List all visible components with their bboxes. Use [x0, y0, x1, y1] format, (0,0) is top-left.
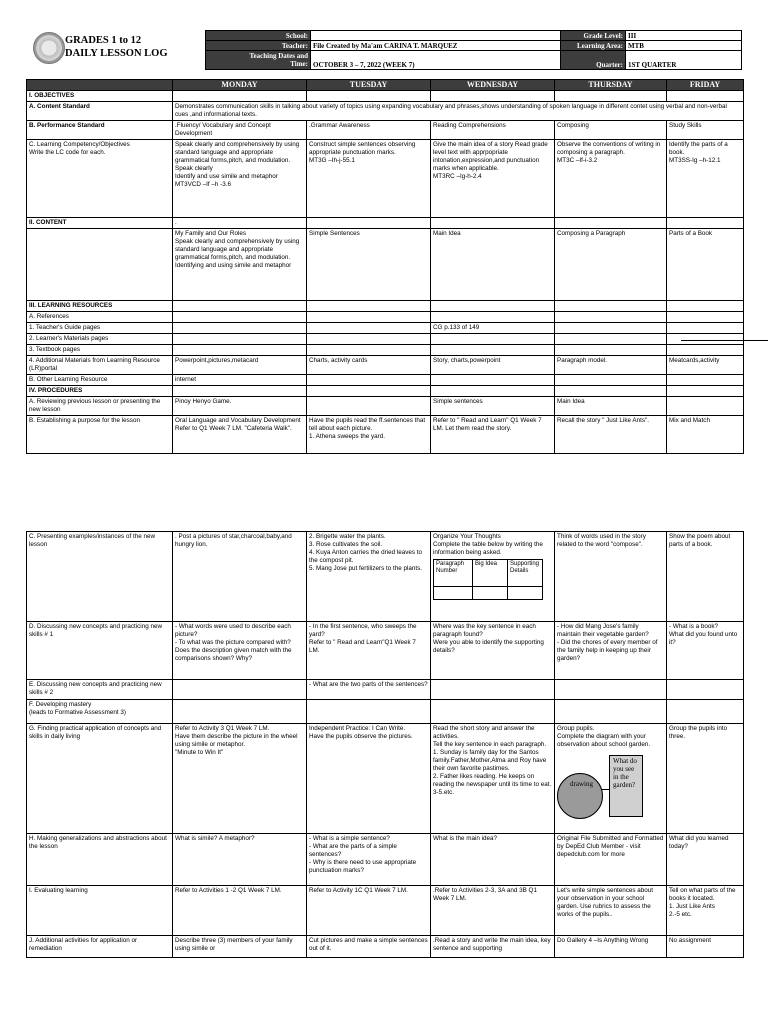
day-header-row	[27, 80, 744, 91]
organizer-cell	[508, 587, 543, 600]
eval-thursday: Let's write simple sentences about your observation in your school garden. Use rubrics to assess the works of the pupils..	[555, 886, 667, 936]
competency-row	[27, 140, 744, 218]
presenting-row	[27, 532, 744, 622]
est-thursday: Recall the story " Just Like Ants".	[555, 416, 667, 454]
disc1-tuesday: - In the first sentence, who sweeps the yard? Refer to " Read and Learn"Q1 Week 7 LM.	[307, 622, 431, 680]
blank-cell	[555, 334, 667, 345]
deped-seal-logo	[33, 32, 65, 64]
blank-cell	[555, 323, 667, 334]
day-friday: FRIDAY	[667, 80, 744, 91]
additional-activities-row	[27, 936, 744, 958]
blank-cell	[173, 323, 307, 334]
additional-activities-label: J. Additional activities for application or remediation	[27, 936, 173, 958]
reviewing-row	[27, 397, 744, 416]
additional-materials-row	[27, 356, 744, 375]
additional-materials-label: 4. Additional Materials from Learning Resource (LR)portal	[27, 356, 173, 375]
blank-cell	[307, 700, 431, 724]
organizer-table	[433, 559, 543, 600]
blank-cell	[307, 312, 431, 323]
rev-monday: Pinoy Henyo Game.	[173, 397, 307, 416]
procedures-row	[27, 386, 744, 397]
organizer-col-paragraph: Paragraph Number	[434, 560, 473, 587]
document-title	[65, 34, 168, 60]
content-standard-text: Demonstrates communication skills in talking about variety of topics using expanding vocabulary and phrases,shows understanding of spoken language in different contet using verbal and non-verbal cues ,and informational texts.	[173, 102, 744, 121]
content-monday: My Family and Our Roles Speak clearly and comprehensively by using standard language and appropriate grammatical forms,pitch, and modulation. Identifying and using simile and metaphor	[173, 229, 307, 301]
reviewing-label: A. Reviewing previous lesson or presenting the new lesson	[27, 397, 173, 416]
performance-standard-label: B. Performance Standard	[27, 121, 173, 140]
est-friday: Mix and Match	[667, 416, 744, 454]
discussing-2-row	[27, 680, 744, 700]
gen-thursday: Original File Submitted and Formatted by DepEd Club Member - visit depedclub.com for more	[555, 834, 667, 886]
find-monday: Refer to Activity 3 Q1 Week 7 LM. Have them describe the picture in the wheel using simile or metaphor. "Minute to Win It"	[173, 724, 307, 834]
find-thursday: Group pupils. Complete the diagram with your observation about school garden.	[557, 725, 651, 748]
blank-cell	[555, 345, 667, 356]
grade-level-value: III	[626, 31, 742, 41]
developing-row	[27, 700, 744, 724]
grade-level-label: Grade Level:	[561, 31, 626, 41]
blank-cell	[307, 91, 431, 102]
objectives-row	[27, 91, 744, 102]
gen-wednesday: What is the main idea?	[431, 834, 555, 886]
objectives-heading: I. OBJECTIVES	[27, 91, 173, 102]
lesson-table-top	[26, 79, 744, 454]
blank-cell	[173, 700, 307, 724]
organizer-col-big-idea: Big Idea	[473, 560, 508, 587]
blank-cell	[431, 375, 555, 386]
quarter-value: 1ST QUARTER	[626, 51, 742, 70]
teachers-guide-row	[27, 323, 744, 334]
school-label: School:	[206, 31, 311, 41]
blank-cell	[555, 680, 667, 700]
blank-cell	[307, 301, 431, 312]
addact-wednesday: .Read a story and write the main idea, key sentence and supporting	[431, 936, 555, 958]
title-line-1: GRADES 1 to 12	[65, 35, 142, 46]
blank-cell	[667, 301, 744, 312]
blank-cell	[555, 218, 667, 229]
gen-friday: What did you learned today?	[667, 834, 744, 886]
content-heading: II. CONTENT	[27, 218, 173, 229]
discussing-2-label: E. Discussing new concepts and practicing new skills # 2	[27, 680, 173, 700]
pres-tuesday: 2. Brigette water the plants. 3. Rose cultivates the soil. 4. Kuya Anton carries the dried leaves to the compost pit. 5. Mang Jose put fertilizers to the plants.	[307, 532, 431, 622]
finding-row	[27, 724, 744, 834]
pres-wednesday-cell	[431, 532, 555, 622]
blank-cell	[667, 218, 744, 229]
blank-cell	[173, 301, 307, 312]
garden-diagram	[557, 749, 664, 811]
comp-thursday: Observe the conventions of writing in composing a paragraph. MT3C –If-i-3.2	[555, 140, 667, 218]
blank-cell	[431, 386, 555, 397]
learning-area-label: Learning Area:	[561, 41, 626, 51]
add-wednesday: Story, charts,powerpoint	[431, 356, 555, 375]
organizer-cell	[434, 587, 473, 600]
pres-wednesday: Organize Your Thoughts Complete the table below by writing the information being asked.	[433, 533, 543, 556]
learners-materials-label: 2. Learner's Materials pages	[27, 334, 173, 345]
learning-area-value: MTB	[626, 41, 742, 51]
competency-label: C. Learning Competency/Objectives Write the LC code for each.	[27, 140, 173, 218]
blank-cell	[667, 680, 744, 700]
references-row	[27, 312, 744, 323]
discussing-1-row	[27, 622, 744, 680]
content-thursday: Composing a Paragraph	[555, 229, 667, 301]
dates-label	[206, 51, 311, 70]
learners-materials-row	[27, 334, 744, 345]
blank-cell	[667, 323, 744, 334]
title-line-2: DAILY LESSON LOG	[65, 48, 168, 59]
blank-cell	[555, 312, 667, 323]
pres-monday: . Post a pictures of star,charcoal,baby,and hungry lion.	[173, 532, 307, 622]
blank-cell	[431, 700, 555, 724]
disc1-monday: - What words were used to describe each picture? - To what was the picture compared with?Does the description given match with the comparisons shown? Why?	[173, 622, 307, 680]
blank-cell	[431, 312, 555, 323]
find-wednesday: Read the short story and answer the activities. Tell the key sentence in each paragraph. 1. Sunday is family day for the Santos family.Father,Mother,Alma and Roy have their own favorite pastimes. 2. Father likes reading. He keeps on reading the newspaper until its time to eat. 3-5.etc.	[431, 724, 555, 834]
perf-thursday: Composing	[555, 121, 667, 140]
content-heading-row	[27, 218, 744, 229]
content-friday: Parts of a Book	[667, 229, 744, 301]
blank-cell	[173, 91, 307, 102]
dates-value: OCTOBER 3 – 7, 2022 (WEEK 7)	[311, 51, 561, 70]
procedures-heading: IV. PROCEDURES	[27, 386, 173, 397]
header-info-grid	[205, 30, 742, 70]
add-thursday: Paragraph model.	[555, 356, 667, 375]
drawing-circle	[557, 773, 603, 819]
generalizations-label: H. Making generalizations and abstractions about the lesson	[27, 834, 173, 886]
perf-friday: Study Skills	[667, 121, 744, 140]
discussing-1-label: D. Discussing new concepts and practicing new skills # 1	[27, 622, 173, 680]
blank-cell	[307, 218, 431, 229]
day-monday: MONDAY	[173, 80, 307, 91]
other-resource-row	[27, 375, 744, 386]
est-wednesday: Refer to " Read and Learn" Q1 Week 7 LM. Let them read the story.	[431, 416, 555, 454]
blank-cell	[555, 386, 667, 397]
content-tuesday: Simple Sentences	[307, 229, 431, 301]
pres-friday: Show the poem about parts of a book.	[667, 532, 744, 622]
eval-tuesday: Refer to Activity 1C Q1 Week 7 LM.	[307, 886, 431, 936]
day-tuesday: TUESDAY	[307, 80, 431, 91]
tg-wednesday: CG p.133 of 149	[431, 323, 555, 334]
evaluating-label: I. Evaluating learning	[27, 886, 173, 936]
resources-heading: III. LEARNING RESOURCES	[27, 301, 173, 312]
blank-cell	[307, 386, 431, 397]
rev-tuesday	[307, 397, 431, 416]
teachers-guide-label: 1. Teacher's Guide pages	[27, 323, 173, 334]
rev-wednesday: Simple sentences	[431, 397, 555, 416]
content-blank: .	[173, 218, 307, 229]
rev-thursday: Main Idea	[555, 397, 667, 416]
developing-label: F. Developing mastery (leads to Formative Assessment 3)	[27, 700, 173, 724]
blank-cell	[431, 345, 555, 356]
textbook-label: 3. Textbook pages	[27, 345, 173, 356]
school-value	[311, 31, 561, 41]
references-label: A. References	[27, 312, 173, 323]
perf-tuesday: .Grammar Awareness	[307, 121, 431, 140]
evaluating-row	[27, 886, 744, 936]
generalizations-row	[27, 834, 744, 886]
est-monday: Oral Language and Vocabulary Development Refer to Q1 Week 7 LM. "Cafeteria Walk".	[173, 416, 307, 454]
perf-monday: .Fluency/ Vocabulary and Concept Development	[173, 121, 307, 140]
teacher-label: Teacher:	[206, 41, 311, 51]
addact-tuesday: Cut pictures and make a simple sentences out of it.	[307, 936, 431, 958]
presenting-label: C. Presenting examples/instances of the new lesson	[27, 532, 173, 622]
blank-cell	[431, 91, 555, 102]
blank-cell	[173, 680, 307, 700]
addact-thursday: Do Gallery 4 –Is Anything Wrong	[555, 936, 667, 958]
addact-monday: Describe three (3) members of your family using simile or	[173, 936, 307, 958]
blank-cell	[307, 375, 431, 386]
perf-wednesday: Reading Comprehensions	[431, 121, 555, 140]
organizer-col-details: Supporting Details	[508, 560, 543, 587]
blank-cell	[667, 334, 744, 345]
blank-cell	[555, 375, 667, 386]
comp-friday: Identify the parts of a book. MT3SS-Ig –h-12.1	[667, 140, 744, 218]
day-wednesday: WEDNESDAY	[431, 80, 555, 91]
blank-cell	[555, 301, 667, 312]
blank-cell	[667, 386, 744, 397]
eval-wednesday: .Refer to Activities 2-3, 3A and 3B Q1 Week 7 LM.	[431, 886, 555, 936]
lesson-table-bottom	[26, 531, 744, 958]
resources-row	[27, 301, 744, 312]
add-tuesday: Charts, activity cards	[307, 356, 431, 375]
blank-cell	[667, 700, 744, 724]
disc1-friday: - What is a book? What did you found unto it?	[667, 622, 744, 680]
textbook-row	[27, 345, 744, 356]
disc2-tuesday: - What are the two parts of the sentences?	[307, 680, 431, 700]
content-wednesday: Main Idea	[431, 229, 555, 301]
other-monday: internet	[173, 375, 307, 386]
teacher-value: File Created by Ma'am CARINA T. MARQUEZ	[311, 41, 561, 51]
gen-tuesday: - What is a simple sentence? - What are the parts of a simple sentences? - Why is there need to use appropriate punctuation marks?	[307, 834, 431, 886]
blank-cell	[307, 334, 431, 345]
blank-cell	[431, 301, 555, 312]
est-tuesday: Have the pupils read the ff.sentences that tell about each picture. 1. Athena sweeps the yard.	[307, 416, 431, 454]
drawing-label: drawing	[570, 780, 593, 788]
dates-label-line1: Teaching Dates and	[249, 52, 308, 60]
blank-cell	[667, 375, 744, 386]
blank-cell	[431, 680, 555, 700]
garden-question-box: What do you see in the garden?	[609, 755, 643, 817]
day-thursday: THURSDAY	[555, 80, 667, 91]
blank-cell	[667, 312, 744, 323]
blank-cell	[431, 334, 555, 345]
eval-friday: Tell on what parts of the books it located. 1. Just Like Ants 2.-5 etc.	[667, 886, 744, 936]
content-standard-row	[27, 102, 744, 121]
comp-tuesday: Construct simple sentences observing appropriate punctuation marks. MT3G –Ih-j-55.1	[307, 140, 431, 218]
addact-friday: No assignment	[667, 936, 744, 958]
tg-row-extension-line	[681, 340, 768, 341]
gen-monday: What is simile? A metaphor?	[173, 834, 307, 886]
blank-cell	[667, 345, 744, 356]
add-friday: Meatcards,activity	[667, 356, 744, 375]
pres-thursday: Think of words used in the story related to the word "compose".	[555, 532, 667, 622]
disc1-wednesday: Where was the key sentence in each paragraph found? Were you able to identify the supporting details?	[431, 622, 555, 680]
comp-wednesday: Give the main idea of a story Read grade level text with apprpopriate intonation,expression,and punctuation marks when applicable. MT3RC –Ig-h-2.4	[431, 140, 555, 218]
performance-standard-row	[27, 121, 744, 140]
blank-cell	[555, 91, 667, 102]
establishing-label: B. Establishing a purpose for the lesson	[27, 416, 173, 454]
blank-cell	[27, 229, 173, 301]
organizer-cell	[473, 587, 508, 600]
disc1-thursday: - How did Mang Jose's family maintain their vegetable garden? - Did the chores of every member of the family help in keeping up their garden?	[555, 622, 667, 680]
establishing-row	[27, 416, 744, 454]
find-thursday-cell	[555, 724, 667, 834]
rev-friday	[667, 397, 744, 416]
content-row	[27, 229, 744, 301]
blank-cell	[173, 345, 307, 356]
blank-cell	[307, 345, 431, 356]
blank-cell	[173, 312, 307, 323]
header	[27, 30, 742, 72]
find-friday: Group the pupils into three.	[667, 724, 744, 834]
other-resource-label: B. Other Learning Resource	[27, 375, 173, 386]
dates-label-line2: Time:	[290, 60, 308, 68]
finding-label: G. Finding practical application of concepts and skills in daily living	[27, 724, 173, 834]
blank-cell	[173, 386, 307, 397]
day-header-blank	[27, 80, 173, 91]
blank-cell	[431, 218, 555, 229]
quarter-label: Quarter:	[561, 51, 626, 70]
content-standard-label: A. Content Standard	[27, 102, 173, 121]
blank-cell	[307, 323, 431, 334]
blank-cell	[667, 91, 744, 102]
find-tuesday: Independent Practice: I Can Write. Have the pupils observe the pictures.	[307, 724, 431, 834]
add-monday: Powerpoint,pictures,metacard	[173, 356, 307, 375]
eval-monday: Refer to Activities 1 -2 Q1 Week 7 LM.	[173, 886, 307, 936]
comp-monday: Speak clearly and comprehensively by using standard language and appropriate grammatical forms,pitch, and modulation. Speak clearly Identify and use simile and metaphor MT3VCD –If –h -3.6	[173, 140, 307, 218]
blank-cell	[173, 334, 307, 345]
blank-cell	[555, 700, 667, 724]
